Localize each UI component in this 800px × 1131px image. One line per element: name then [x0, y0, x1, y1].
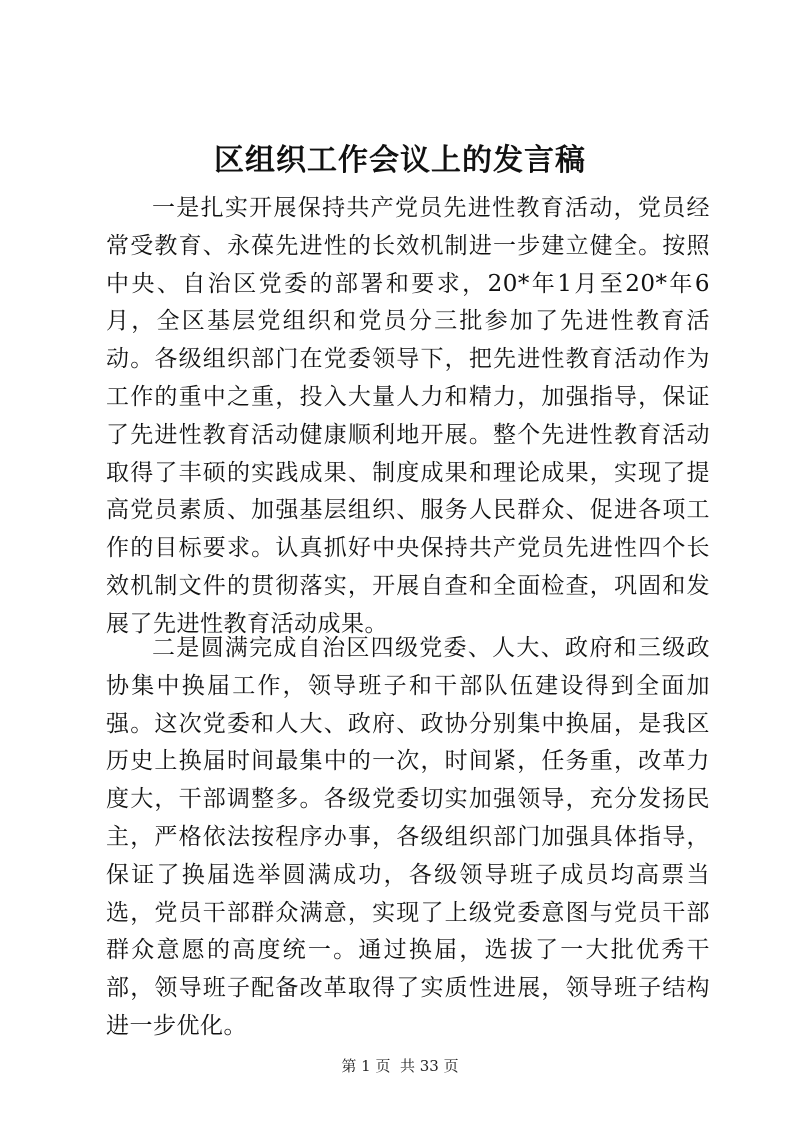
document-title: 区组织工作会议上的发言稿 — [214, 143, 586, 178]
body-paragraph-2: 二是圆满完成自治区四级党委、人大、政府和三级政协集中换届工作，领导班子和干部队伍建设得到全面加强。这次党委和人大、政府、政协分别集中换届，是我区历史上换届时间最集中的一次，时间紧，任务重，改革力度大，干部调整多。各级党委切实加强领导，充分发扬民主，严格依法按程序办事，各级组织部门加强具体指导，保证了换届选举圆满成功，各级领导班子成员均高票当选，党员干部群众满意，实现了上级党委意图与党员干部群众意愿的高度统一。通过换届，选拔了一大批优秀干部，领导班子配备改革取得了实质性进展，领导班子结构进一步优化。 — [106, 635, 710, 1039]
page-number-footer — [0, 1056, 800, 1076]
page-number-label: 第 1 页 共 33 页 — [341, 1057, 459, 1075]
body-paragraph-1: 一是扎实开展保持共产党员先进性教育活动，党员经常受教育、永葆先进性的长效机制进一步建立健全。按照中央、自治区党委的部署和要求，20*年1月至20*年6月，全区基层党组织和党员分三批参加了先进性教育活动。各级组织部门在党委领导下，把先进性教育活动作为工作的重中之重，投入大量人力和精力，加强指导，保证了先进性教育活动健康顺利地开展。整个先进性教育活动取得了丰硕的实践成果、制度成果和理论成果，实现了提高党员素质、加强基层组织、服务人民群众、促进各项工作的目标要求。认真抓好中央保持共产党员先进性四个长效机制文件的贯彻落实，开展自查和全面检查，巩固和发展了先进性教育活动成果。 — [106, 195, 710, 637]
